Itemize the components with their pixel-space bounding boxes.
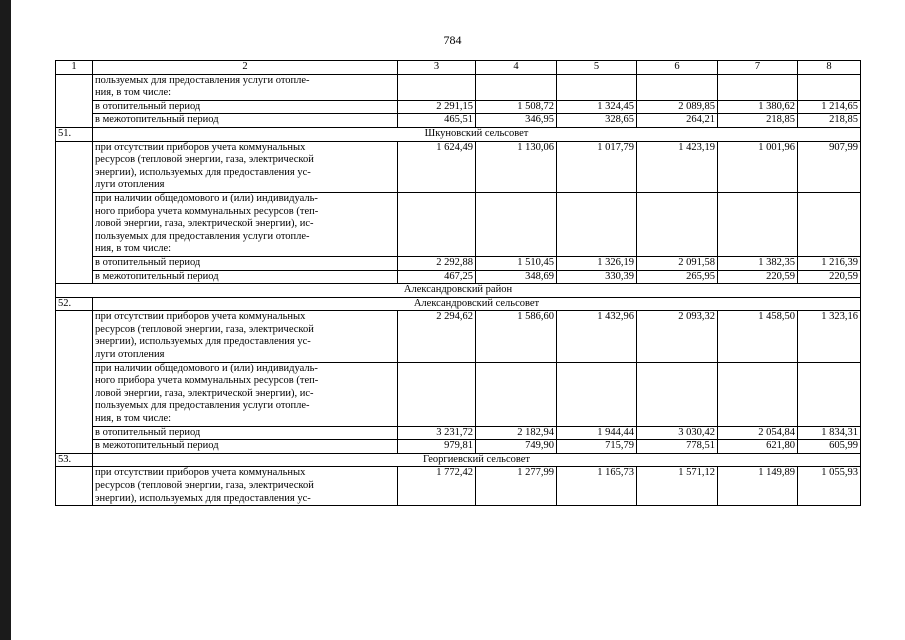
- table-row: [56, 270, 861, 284]
- row-description: [93, 74, 398, 100]
- table-row: [56, 440, 861, 454]
- value-cell: 220,59: [718, 270, 798, 284]
- value-cell: [476, 192, 557, 256]
- section-row: [56, 297, 861, 311]
- header-cell: 7: [718, 61, 798, 75]
- table-row: [56, 426, 861, 440]
- value-cell: 1 380,62: [718, 100, 798, 114]
- header-cell: 4: [476, 61, 557, 75]
- value-cell: 1 624,49: [398, 141, 476, 192]
- value-cell: [637, 192, 718, 256]
- header-cell: 2: [93, 61, 398, 75]
- table-row: [56, 141, 861, 192]
- description-line: при отсутствии приборов учета коммунальных: [95, 467, 306, 479]
- section-title: Александровский сельсовет: [93, 297, 861, 311]
- description-line: ного прибора учета коммунальных ресурсов (теп-: [95, 205, 319, 217]
- value-cell: 1 323,16: [798, 311, 861, 362]
- value-cell: 330,39: [557, 270, 637, 284]
- table-body: [56, 61, 861, 506]
- value-cell: 605,99: [798, 440, 861, 454]
- value-cell: 2 182,94: [476, 426, 557, 440]
- header-cell: 6: [637, 61, 718, 75]
- description-line: ресурсов (тепловой энергии, газа, электрической: [95, 154, 314, 166]
- value-cell: 1 130,06: [476, 141, 557, 192]
- row-number-cell: [56, 256, 93, 270]
- description-line: ния, в том числе:: [95, 243, 172, 255]
- value-cell: 467,25: [398, 270, 476, 284]
- description-line: ного прибора учета коммунальных ресурсов (теп-: [95, 375, 319, 387]
- row-description: [93, 141, 398, 192]
- description-line: в отопительный период: [95, 256, 201, 268]
- row-number-cell: [56, 440, 93, 454]
- row-number-cell: [56, 426, 93, 440]
- description-line: в межотопительный период: [95, 270, 219, 282]
- value-cell: [798, 192, 861, 256]
- value-cell: 2 089,85: [637, 100, 718, 114]
- value-cell: 1 326,19: [557, 256, 637, 270]
- value-cell: 264,21: [637, 114, 718, 128]
- value-cell: 2 294,62: [398, 311, 476, 362]
- row-description: [93, 426, 398, 440]
- value-cell: 1 772,42: [398, 467, 476, 506]
- district-name: Александровский район: [56, 284, 861, 298]
- description-line: в отопительный период: [95, 426, 201, 438]
- value-cell: [557, 192, 637, 256]
- value-cell: 218,85: [798, 114, 861, 128]
- description-line: пользуемых для предоставления услуги отопле-: [95, 230, 310, 242]
- row-description: [93, 100, 398, 114]
- description-line: ния, в том числе:: [95, 413, 172, 425]
- value-cell: 3 030,42: [637, 426, 718, 440]
- row-number-cell: [56, 311, 93, 362]
- value-cell: 1 458,50: [718, 311, 798, 362]
- value-cell: [798, 74, 861, 100]
- header-cell: 3: [398, 61, 476, 75]
- row-description: [93, 362, 398, 426]
- value-cell: 1 001,96: [718, 141, 798, 192]
- value-cell: 265,95: [637, 270, 718, 284]
- table-row: [56, 100, 861, 114]
- section-number: 53.: [56, 453, 93, 467]
- value-cell: 465,51: [398, 114, 476, 128]
- value-cell: 218,85: [718, 114, 798, 128]
- value-cell: 1 214,65: [798, 100, 861, 114]
- description-line: энергии), используемых для предоставления ус-: [95, 336, 311, 348]
- description-line: ресурсов (тепловой энергии, газа, электрической: [95, 480, 314, 491]
- value-cell: 715,79: [557, 440, 637, 454]
- value-cell: 1 423,19: [637, 141, 718, 192]
- value-cell: [637, 74, 718, 100]
- value-cell: 1 510,45: [476, 256, 557, 270]
- value-cell: 1 432,96: [557, 311, 637, 362]
- value-cell: 328,65: [557, 114, 637, 128]
- section-title: Георгиевский сельсовет: [93, 453, 861, 467]
- description-line: при наличии общедомового и (или) индивидуаль-: [95, 362, 318, 374]
- description-line: при отсутствии приборов учета коммунальных: [95, 311, 306, 323]
- row-description: [93, 256, 398, 270]
- value-cell: [398, 362, 476, 426]
- value-cell: [637, 362, 718, 426]
- value-cell: [718, 74, 798, 100]
- row-description: [93, 311, 398, 362]
- section-title: Шкуновский сельсовет: [93, 127, 861, 141]
- header-cell: 8: [798, 61, 861, 75]
- description-line: энергии), используемых для предоставления ус-: [95, 492, 311, 504]
- header-row: [56, 61, 861, 75]
- section-number: 51.: [56, 127, 93, 141]
- row-number-cell: [56, 74, 93, 100]
- table-row: [56, 256, 861, 270]
- value-cell: 3 231,72: [398, 426, 476, 440]
- description-line: в межотопительный период: [95, 114, 219, 126]
- value-cell: 1 508,72: [476, 100, 557, 114]
- description-line: пользуемых для предоставления услуги отопле-: [95, 400, 310, 412]
- scan-edge: [0, 0, 11, 640]
- district-row: [56, 284, 861, 298]
- row-number-cell: [56, 362, 93, 426]
- row-number-cell: [56, 141, 93, 192]
- row-description: [93, 270, 398, 284]
- row-description: [93, 192, 398, 256]
- value-cell: 2 292,88: [398, 256, 476, 270]
- value-cell: 348,69: [476, 270, 557, 284]
- row-number-cell: [56, 100, 93, 114]
- value-cell: 1 382,35: [718, 256, 798, 270]
- page-number: 784: [443, 33, 462, 47]
- description-line: ловой энергии, газа, электрической энергии), ис-: [95, 387, 314, 399]
- row-description: [93, 467, 398, 506]
- value-cell: 2 093,32: [637, 311, 718, 362]
- value-cell: [476, 74, 557, 100]
- row-description: [93, 114, 398, 128]
- value-cell: [557, 74, 637, 100]
- value-cell: 220,59: [798, 270, 861, 284]
- description-line: пользуемых для предоставления услуги отопле-: [95, 74, 310, 86]
- description-line: луги отопления: [95, 179, 165, 191]
- value-cell: 2 291,15: [398, 100, 476, 114]
- value-cell: 1 055,93: [798, 467, 861, 506]
- value-cell: 1 165,73: [557, 467, 637, 506]
- table-row: [56, 74, 861, 100]
- value-cell: [398, 192, 476, 256]
- tariff-table: [55, 60, 861, 506]
- value-cell: 1 216,39: [798, 256, 861, 270]
- table-row: [56, 311, 861, 362]
- value-cell: 621,80: [718, 440, 798, 454]
- table-row: [56, 467, 861, 506]
- value-cell: 2 054,84: [718, 426, 798, 440]
- row-number-cell: [56, 114, 93, 128]
- value-cell: [476, 362, 557, 426]
- value-cell: 979,81: [398, 440, 476, 454]
- value-cell: 1 571,12: [637, 467, 718, 506]
- row-number-cell: [56, 192, 93, 256]
- description-line: при отсутствии приборов учета коммунальных: [95, 141, 306, 153]
- description-line: луги отопления: [95, 349, 165, 361]
- description-line: в межотопительный период: [95, 440, 219, 452]
- value-cell: [398, 74, 476, 100]
- value-cell: 346,95: [476, 114, 557, 128]
- value-cell: 1 834,31: [798, 426, 861, 440]
- value-cell: 1 324,45: [557, 100, 637, 114]
- section-row: [56, 453, 861, 467]
- row-number-cell: [56, 467, 93, 506]
- value-cell: 778,51: [637, 440, 718, 454]
- section-row: [56, 127, 861, 141]
- value-cell: 907,99: [798, 141, 861, 192]
- value-cell: 1 149,89: [718, 467, 798, 506]
- value-cell: 749,90: [476, 440, 557, 454]
- table-row: [56, 362, 861, 426]
- header-cell: 1: [56, 61, 93, 75]
- description-line: в отопительный период: [95, 100, 201, 112]
- description-line: ресурсов (тепловой энергии, газа, электрической: [95, 323, 314, 335]
- value-cell: [718, 362, 798, 426]
- description-line: при наличии общедомового и (или) индивидуаль-: [95, 192, 318, 204]
- value-cell: 2 091,58: [637, 256, 718, 270]
- description-line: ловой энергии, газа, электрической энергии), ис-: [95, 218, 314, 230]
- value-cell: 1 586,60: [476, 311, 557, 362]
- value-cell: [557, 362, 637, 426]
- header-cell: 5: [557, 61, 637, 75]
- section-number: 52.: [56, 297, 93, 311]
- table-row: [56, 114, 861, 128]
- value-cell: 1 277,99: [476, 467, 557, 506]
- value-cell: [718, 192, 798, 256]
- value-cell: 1 944,44: [557, 426, 637, 440]
- row-number-cell: [56, 270, 93, 284]
- value-cell: [798, 362, 861, 426]
- description-line: энергии), используемых для предоставления ус-: [95, 166, 311, 178]
- description-line: ния, в том числе:: [95, 87, 172, 99]
- table-row: [56, 192, 861, 256]
- row-description: [93, 440, 398, 454]
- value-cell: 1 017,79: [557, 141, 637, 192]
